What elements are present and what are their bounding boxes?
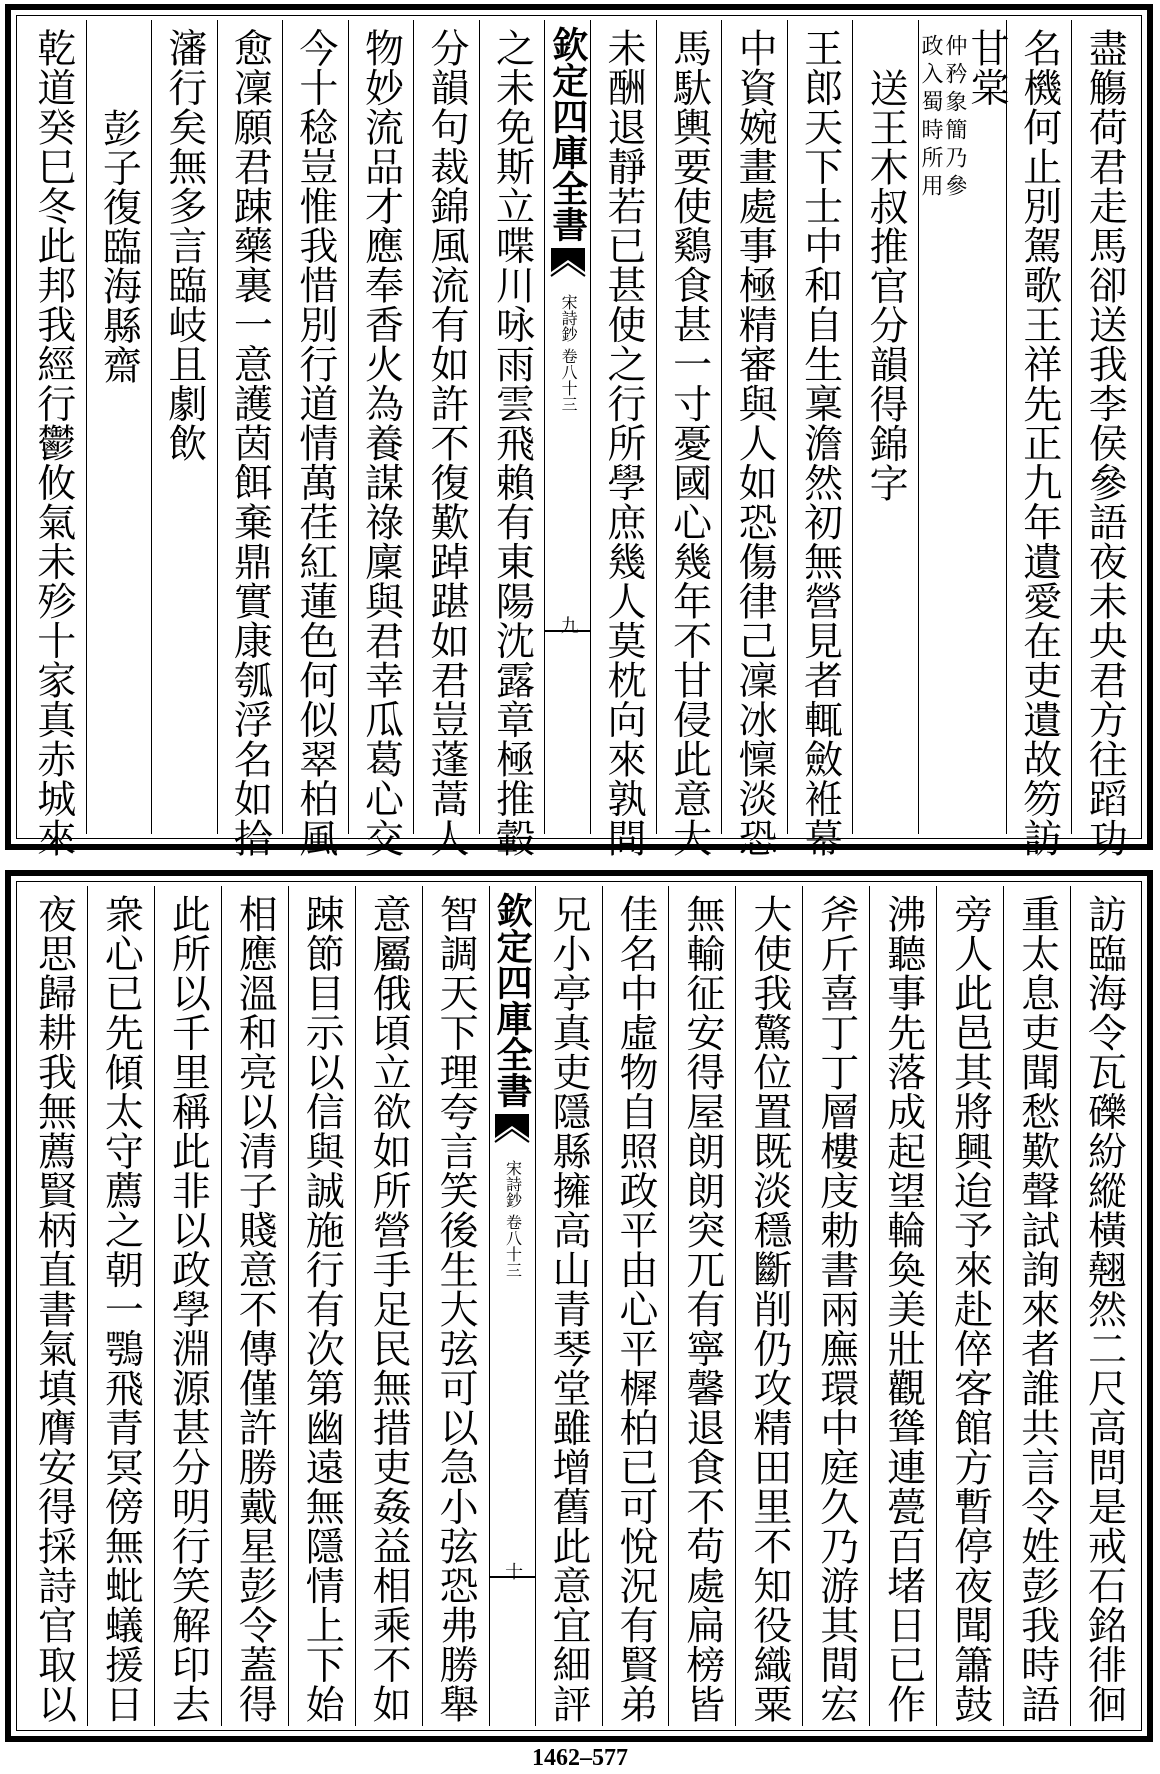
text-column [602,886,669,1726]
upper-page-columns [21,20,1137,858]
column-text: 馬馱輿要使鷄食甚一寸憂國心幾年不甘侵此意大 [666,28,712,858]
text-column [1003,886,1070,1726]
lower-page-columns [21,886,1137,1726]
column-text: 衆心已先傾太守薦之朝一鶚飛青冥傍無蚍蟻援日 [98,894,144,1724]
column-text: 意屬俄頃立欲如所營手足民無措吏姦益相乘不如 [366,894,412,1724]
column-text: 盡觴荷君走馬卻送我李侯參語夜未央君方往蹈功 [1082,28,1128,858]
text-column [590,20,656,858]
column-text: 之未免斯立喋川咏雨雲飛賴有東陽沈露章極推轂 [489,28,535,858]
lower-page-frame [5,870,1153,1742]
text-column [154,886,221,1726]
interlinear-note: 政入蜀時所用 [917,34,943,202]
column-text: 重太息吏聞愁歎聲試詢來者誰共言令姓彭我時語 [1014,894,1060,1724]
text-column [21,20,86,858]
column-text: 佳名中虛物自照政平由心平樨柏已可悅況有賢弟 [612,894,658,1724]
column-text: 名機何止別駕歌王祥先正九年遺愛在吏遺故笏訪 [1016,28,1062,858]
fishtail-mark-icon [551,248,585,288]
text-column [21,886,87,1726]
volume-label: 宋詩鈔 [503,1160,523,1208]
column-text: 大使我驚位置既淡穩斷削仍攻精田里不知役織粟 [746,894,792,1724]
column-text: 未酬退靜若已甚使之行所學庶幾人莫枕向來孰間 [601,28,647,858]
column-text: 王郎天下士中和自生稟澹然初無營見者輒斂袵幕 [797,28,843,858]
text-column [869,886,936,1726]
column-text: 今十稔豈惟我惜別行道情萬荏紅蓮色何似翠柏風 [292,28,338,858]
annotated-column [917,20,1009,834]
volume-number: 卷八十三 [503,1214,523,1278]
text-column [735,886,802,1726]
column-text: 分韻句裁錦風流有如許不復歎踔踸如君豈蓬蒿人 [423,28,469,858]
column-text: 愈凜願君踈藥裏一意護茵餌棄鼎實康瓠浮名如拾 [227,28,273,858]
text-column [413,20,479,858]
fishtail-mark-icon [495,1114,529,1154]
text-column [282,20,348,858]
text-column [721,20,787,858]
page-number: 十 [502,1562,524,1580]
upper-page-frame [5,4,1153,858]
text-column [656,20,722,858]
column-text: 智調天下理夸言笑後生大弦可以急小弦恐弗勝舉 [433,894,479,1724]
text-column [217,20,283,858]
text-column [479,20,545,858]
column-text: 此所以千里稱此非以政學淵源甚分明行笑解印去 [165,894,211,1724]
text-column [535,886,602,1726]
center-margin-strip [489,886,535,1726]
poem-title-column [86,20,152,834]
text-column [422,886,489,1726]
text-column [668,886,735,1726]
column-text: 踈節目示以信與誠施行有次第幽遠無隱情上下始 [299,894,345,1724]
column-text: 無輸征安得屋朗朗突兀有寧馨退食不苟處扁榜皆 [679,894,725,1724]
text-column [151,20,217,834]
center-margin-strip [544,20,590,834]
text-column [936,886,1003,1726]
column-text: 甘棠 [963,28,1009,107]
text-column [1006,20,1072,858]
column-text: 乾道癸巳冬此邦我經行鬱攸氣未殄十家真赤城來 [30,28,76,858]
column-text: 斧斤喜丁丁層樓庋勅書兩廡環中庭久乃游其間宏 [813,894,859,1724]
text-column [87,886,154,1726]
text-column [1071,20,1137,858]
volume-label: 宋詩鈔 [559,294,579,342]
column-text: 瀋行矣無多言臨岐且劇飲 [161,28,207,463]
text-column [787,20,853,858]
text-column [1070,886,1137,1726]
page-number: 九 [557,616,579,634]
text-column [288,886,355,1726]
column-text: 旁人此邑其將興迨予來赴倅客館方暫停夜聞簫鼓 [947,894,993,1724]
page-footer-number: 1462–577 [532,1745,628,1771]
column-text: 夜思歸耕我無薦賢柄直書氣填膺安得採詩官取以 [31,894,77,1724]
poem-title-column [852,20,918,834]
collection-title: 欽定四庫全書 [546,26,589,242]
collection-title: 欽定四庫全書 [491,892,534,1108]
text-column [221,886,288,1726]
interlinear-note: 仲矜象簡乃參 [941,34,967,202]
volume-number: 卷八十三 [559,348,579,412]
column-text: 中資婉畫處事極精審與人如恐傷律己凜冰懍淡恐 [732,28,778,858]
text-column [348,20,414,858]
column-text: 訪臨海令瓦礫紛縱橫翹然二尺高問是戒石銘徘徊 [1081,894,1127,1724]
text-column [355,886,422,1726]
column-text: 相應溫和亮以清子賤意不傳僅許勝戴星彭令蓋得 [232,894,278,1724]
poem-title: 彭子復臨海縣齋 [96,108,142,385]
text-column [802,886,869,1726]
poem-title: 送王木叔推官分韻得錦字 [863,68,909,503]
column-text: 兄小亭真吏隱縣擁高山青琴堂雖增舊此意宜細評 [546,894,592,1724]
column-text: 物妙流品才應奉香火為養謀祿廩與君幸瓜葛心交 [358,28,404,858]
column-text: 沸聽事先落成起望輪奐美壯觀聳連甍百堵日已作 [880,894,926,1724]
